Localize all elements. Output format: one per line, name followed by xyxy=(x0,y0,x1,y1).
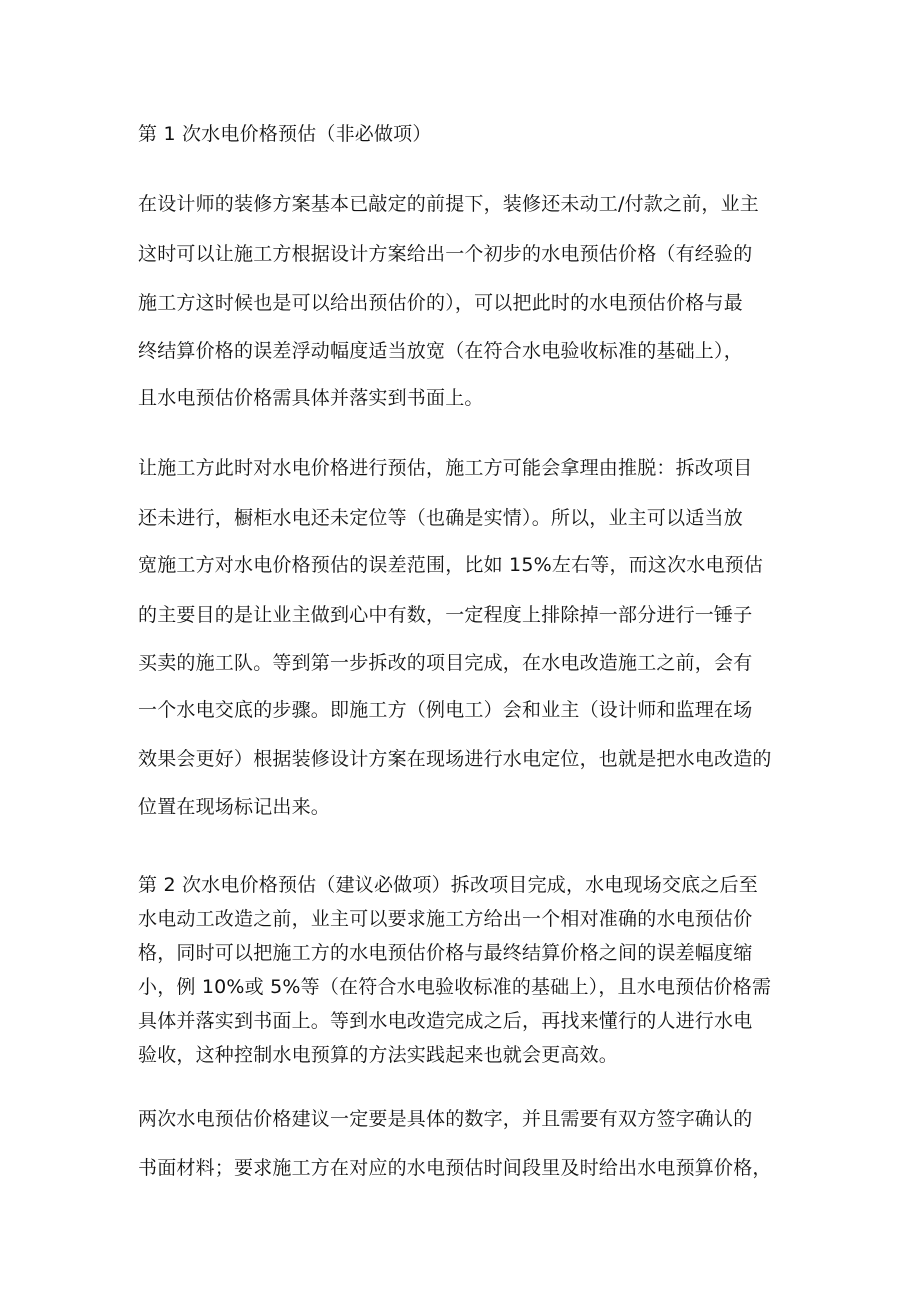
paragraph-line: 格，同时可以把施工方的水电预估价格与最终结算价格之间的误差幅度缩 xyxy=(138,942,753,964)
paragraph-line: 让施工方此时对水电价格进行预估，施工方可能会拿理由推脱：拆改项目 xyxy=(138,457,753,479)
paragraph-line: 这时可以让施工方根据设计方案给出一个初步的水电预估价格（有经验的 xyxy=(138,243,753,265)
paragraph-line: 宽施工方对水电价格预估的误差范围，比如 15%左右等，而这次水电预估 xyxy=(138,554,764,576)
paragraph-line: 具体并落实到书面上。等到水电改造完成之后，再找来懂行的人进行水电 xyxy=(138,1010,753,1032)
paragraph-line: 且水电预估价格需具体并落实到书面上。 xyxy=(138,387,484,409)
paragraph-line: 小，例 10%或 5%等（在符合水电验收标准的基础上），且水电预估价格需 xyxy=(138,976,772,998)
paragraph-line: 施工方这时候也是可以给出预估价的），可以把此时的水电预估价格与最 xyxy=(138,292,743,314)
paragraph-line: 位置在现场标记出来。 xyxy=(138,796,331,818)
paragraph-line: 水电动工改造之前，业主可以要求施工方给出一个相对准确的水电预估价 xyxy=(138,908,753,930)
paragraph-line: 验收，这种控制水电预算的方法实践起来也就会更高效。 xyxy=(138,1044,619,1066)
paragraph-line: 的主要目的是让业主做到心中有数，一定程度上排除掉一部分进行一锤子 xyxy=(138,604,753,626)
paragraph-line: 两次水电预估价格建议一定要是具体的数字，并且需要有双方签字确认的 xyxy=(138,1108,753,1130)
paragraph-line: 买卖的施工队。等到第一步拆改的项目完成，在水电改造施工之前，会有 xyxy=(138,652,753,674)
paragraph-line: 一个水电交底的步骤。即施工方（例电工）会和业主（设计师和监理在场 xyxy=(138,699,753,721)
paragraph-line: 还未进行，橱柜水电还未定位等（也确是实情）。所以，业主可以适当放 xyxy=(138,507,743,529)
section-heading-1: 第 1 次水电价格预估（非必做项） xyxy=(138,123,432,145)
paragraph-line: 效果会更好）根据装修设计方案在现场进行水电定位，也就是把水电改造的 xyxy=(138,748,772,770)
paragraph-line: 终结算价格的误差浮动幅度适当放宽（在符合水电验收标准的基础上）， xyxy=(138,340,743,362)
paragraph-line: 在设计师的装修方案基本已敲定的前提下，装修还未动工/付款之前，业主 xyxy=(138,193,760,215)
paragraph-line: 第 2 次水电价格预估（建议必做项）拆改项目完成，水电现场交底之后至 xyxy=(138,874,758,896)
paragraph-line: 书面材料；要求施工方在对应的水电预估时间段里及时给出水电预算价格， xyxy=(138,1157,772,1179)
